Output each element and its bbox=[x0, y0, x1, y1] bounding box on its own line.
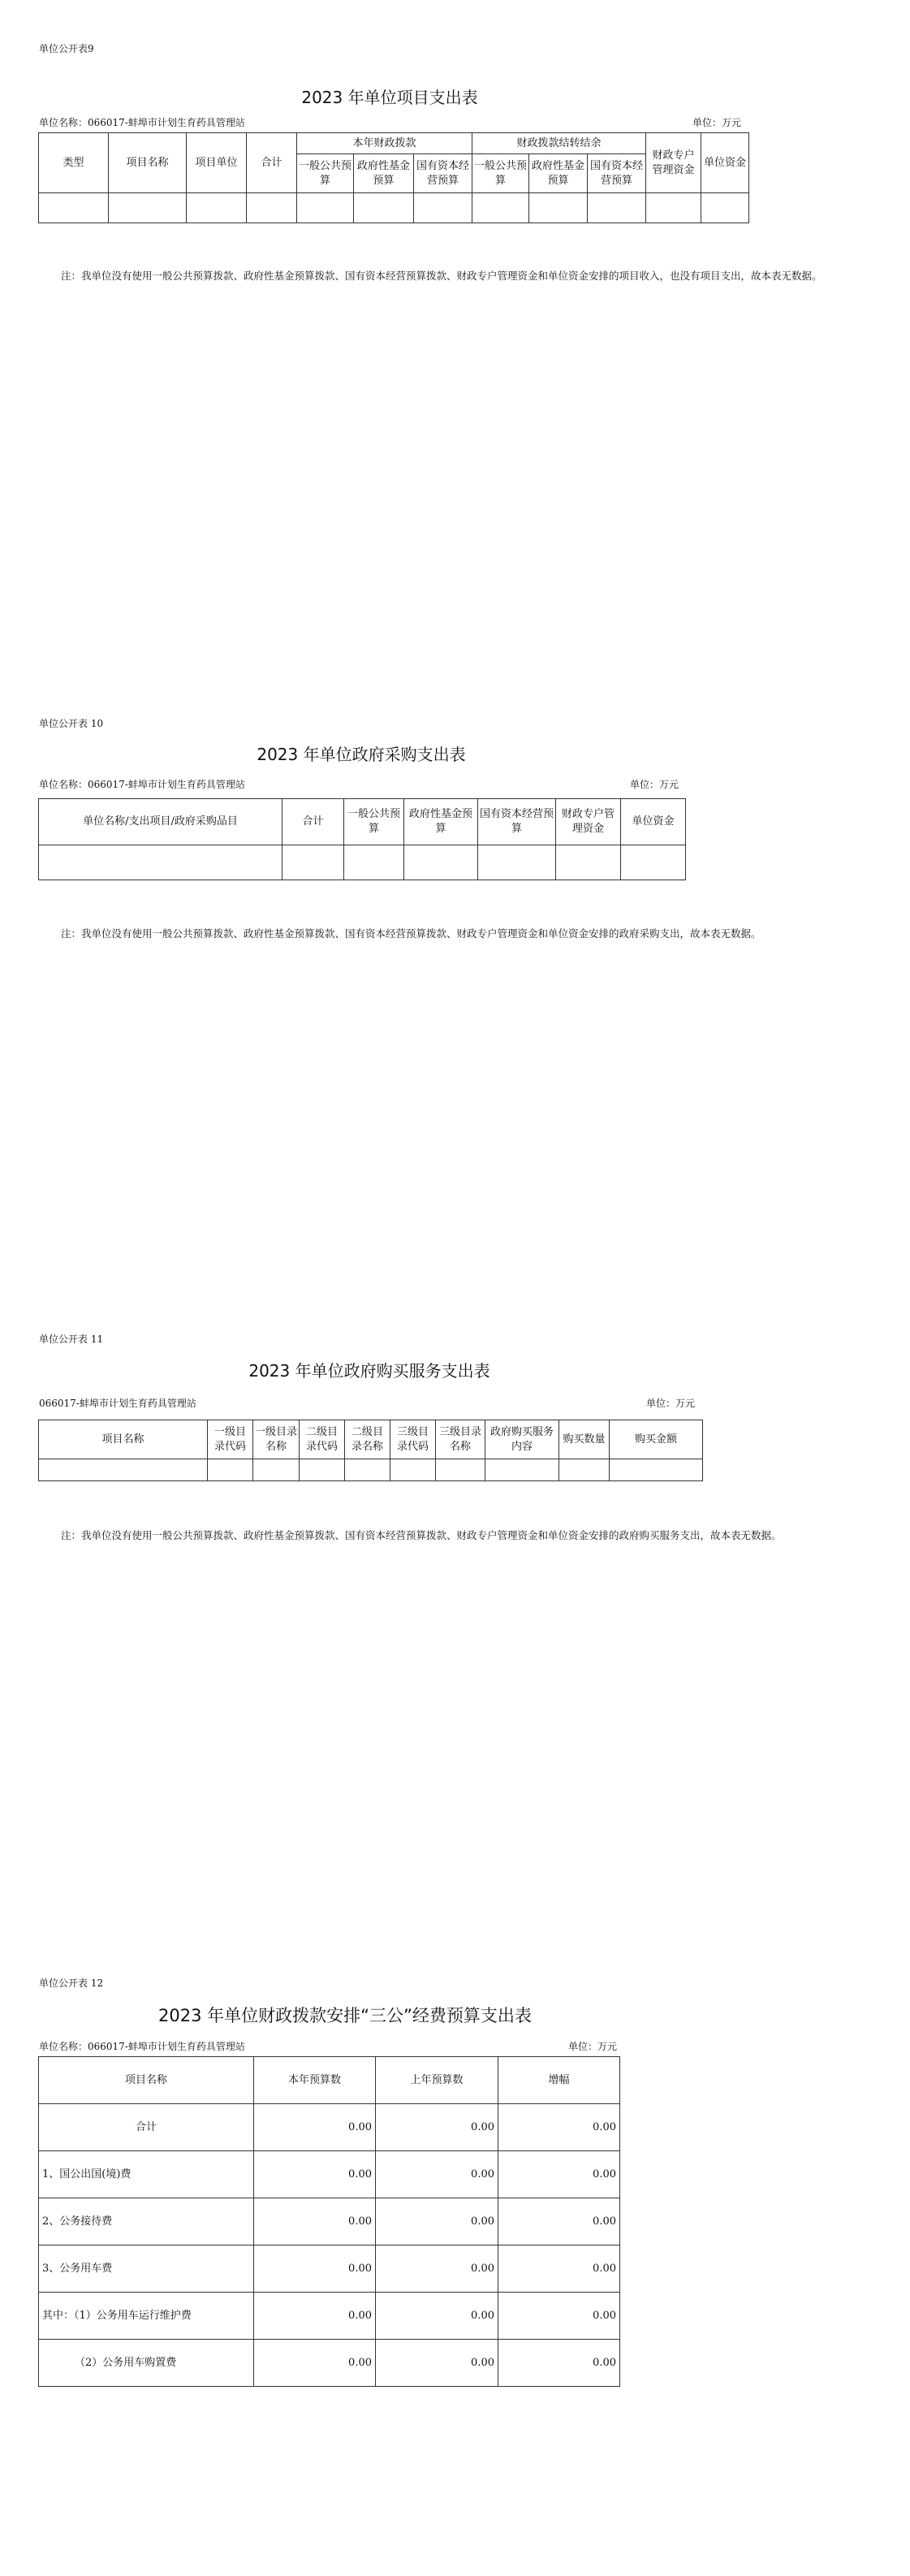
table-row bbox=[39, 2151, 620, 2198]
table9-header-type: 类型 bbox=[39, 133, 109, 193]
row-change: 0.00 bbox=[498, 2198, 620, 2245]
row-change: 0.00 bbox=[498, 2151, 620, 2198]
row-current: 0.00 bbox=[254, 2104, 376, 2151]
row-last: 0.00 bbox=[376, 2151, 498, 2198]
table10-header-general: 一般公共预算 bbox=[344, 799, 404, 845]
table9-tag: 单位公开表9 bbox=[39, 43, 94, 54]
table9-header-state: 国有资本经营预算 bbox=[414, 154, 472, 193]
row-last: 0.00 bbox=[376, 2198, 498, 2245]
table12-unit-name: 单位名称：066017-蚌埠市计划生育药具管理站 bbox=[39, 2041, 245, 2052]
table9-header-carry-general: 一般公共预算 bbox=[472, 154, 529, 193]
table10-note: 注：我单位没有使用一般公共预算拨款、政府性基金预算拨款、国有资本经营预算拨款、财政专户管理资金和单位资金安排的政府采购支出，故本表无数据。 bbox=[61, 927, 761, 940]
table11-header-content: 政府购买服务内容 bbox=[485, 1420, 559, 1459]
table11 bbox=[38, 1420, 703, 1481]
table10-header-special: 财政专户管理资金 bbox=[556, 799, 621, 845]
row-current: 0.00 bbox=[254, 2198, 376, 2245]
table9-header-current-group: 本年财政拨款 bbox=[297, 133, 472, 154]
table12-unit: 单位：万元 bbox=[568, 2041, 618, 2052]
table-row bbox=[39, 1459, 703, 1481]
table12 bbox=[38, 2056, 620, 2387]
table9-header-project-name: 项目名称 bbox=[109, 133, 187, 193]
table10 bbox=[38, 798, 686, 880]
row-name: 合计 bbox=[39, 2104, 254, 2151]
table11-header-l2-code: 二级目录代码 bbox=[300, 1420, 345, 1459]
table-row bbox=[39, 2198, 620, 2245]
table10-title: 2023 年单位政府采购支出表 bbox=[257, 745, 466, 764]
row-last: 0.00 bbox=[376, 2340, 498, 2387]
table-row bbox=[39, 2245, 620, 2293]
table-row bbox=[39, 845, 686, 880]
table11-title: 2023 年单位政府购买服务支出表 bbox=[248, 1361, 490, 1381]
table11-header-l2-name: 二级目录名称 bbox=[345, 1420, 390, 1459]
table9-header-project-unit: 项目单位 bbox=[187, 133, 247, 193]
row-last: 0.00 bbox=[376, 2104, 498, 2151]
table10-header-state: 国有资本经营预算 bbox=[478, 799, 556, 845]
table11-header-l1-name: 一级目录名称 bbox=[253, 1420, 300, 1459]
table10-header-fund: 政府性基金预算 bbox=[404, 799, 478, 845]
row-current: 0.00 bbox=[254, 2245, 376, 2293]
table11-header-l1-code: 一级目录代码 bbox=[208, 1420, 253, 1459]
table10-header-total: 合计 bbox=[282, 799, 344, 845]
table9-header-total: 合计 bbox=[247, 133, 297, 193]
table9 bbox=[38, 132, 749, 223]
table9-header-special: 财政专户管理资金 bbox=[646, 133, 701, 193]
table9-unit: 单位：万元 bbox=[692, 117, 742, 128]
table9-header-general: 一般公共预算 bbox=[297, 154, 354, 193]
table9-title: 2023 年单位项目支出表 bbox=[301, 88, 478, 107]
row-current: 0.00 bbox=[254, 2340, 376, 2387]
table12-tag: 单位公开表 12 bbox=[39, 1977, 104, 1989]
table10-tag: 单位公开表 10 bbox=[39, 718, 104, 729]
row-current: 0.00 bbox=[254, 2151, 376, 2198]
table9-header-fund: 政府性基金预算 bbox=[354, 154, 414, 193]
table9-header-carry-state: 国有资本经营预算 bbox=[588, 154, 646, 193]
row-current: 0.00 bbox=[254, 2293, 376, 2340]
table11-header-amount: 购买金额 bbox=[610, 1420, 703, 1459]
table-row bbox=[39, 193, 749, 223]
table12-header-change: 增幅 bbox=[498, 2057, 620, 2104]
table11-header-project: 项目名称 bbox=[39, 1420, 208, 1459]
table10-header-own: 单位资金 bbox=[621, 799, 686, 845]
row-name: 1、国公出国(境)费 bbox=[39, 2151, 254, 2198]
table12-header-current: 本年预算数 bbox=[254, 2057, 376, 2104]
row-last: 0.00 bbox=[376, 2245, 498, 2293]
table12-header-last: 上年预算数 bbox=[376, 2057, 498, 2104]
table9-header-carry-fund: 政府性基金预算 bbox=[529, 154, 588, 193]
row-name: 其中：（1）公务用车运行维护费 bbox=[39, 2293, 254, 2340]
table10-unit-name: 单位名称：066017-蚌埠市计划生育药具管理站 bbox=[39, 779, 245, 790]
row-change: 0.00 bbox=[498, 2340, 620, 2387]
row-change: 0.00 bbox=[498, 2293, 620, 2340]
row-name: 3、公务用车费 bbox=[39, 2245, 254, 2293]
row-name: 2、公务接待费 bbox=[39, 2198, 254, 2245]
table11-header-l3-code: 三级目录代码 bbox=[390, 1420, 436, 1459]
table9-header-own: 单位资金 bbox=[701, 133, 749, 193]
row-last: 0.00 bbox=[376, 2293, 498, 2340]
table10-header-item: 单位名称/支出项目/政府采购品目 bbox=[39, 799, 282, 845]
table9-header-carry-group: 财政拨款结转结余 bbox=[472, 133, 646, 154]
table11-unit: 单位：万元 bbox=[646, 1398, 696, 1409]
table10-unit: 单位：万元 bbox=[630, 779, 679, 790]
table-row bbox=[39, 2293, 620, 2340]
table11-unit-name: 066017-蚌埠市计划生育药具管理站 bbox=[39, 1398, 196, 1409]
table12-title: 2023 年单位财政拨款安排“三公”经费预算支出表 bbox=[158, 2006, 532, 2025]
table11-tag: 单位公开表 11 bbox=[39, 1333, 104, 1345]
table9-unit-name: 单位名称：066017-蚌埠市计划生育药具管理站 bbox=[39, 117, 245, 128]
table9-note: 注：我单位没有使用一般公共预算拨款、政府性基金预算拨款、国有资本经营预算拨款、财政专户管理资金和单位资金安排的项目收入，也没有项目支出，故本表无数据。 bbox=[61, 270, 822, 282]
table-row bbox=[39, 2340, 620, 2387]
table-row bbox=[39, 2104, 620, 2151]
row-name: （2）公务用车购置费 bbox=[39, 2340, 254, 2387]
row-change: 0.00 bbox=[498, 2104, 620, 2151]
table11-header-qty: 购买数量 bbox=[559, 1420, 610, 1459]
row-change: 0.00 bbox=[498, 2245, 620, 2293]
table11-note: 注：我单位没有使用一般公共预算拨款、政府性基金预算拨款、国有资本经营预算拨款、财政专户管理资金和单位资金安排的政府购买服务支出，故本表无数据。 bbox=[61, 1529, 782, 1541]
table11-header-l3-name: 三级目录名称 bbox=[436, 1420, 485, 1459]
table12-header-project: 项目名称 bbox=[39, 2057, 254, 2104]
